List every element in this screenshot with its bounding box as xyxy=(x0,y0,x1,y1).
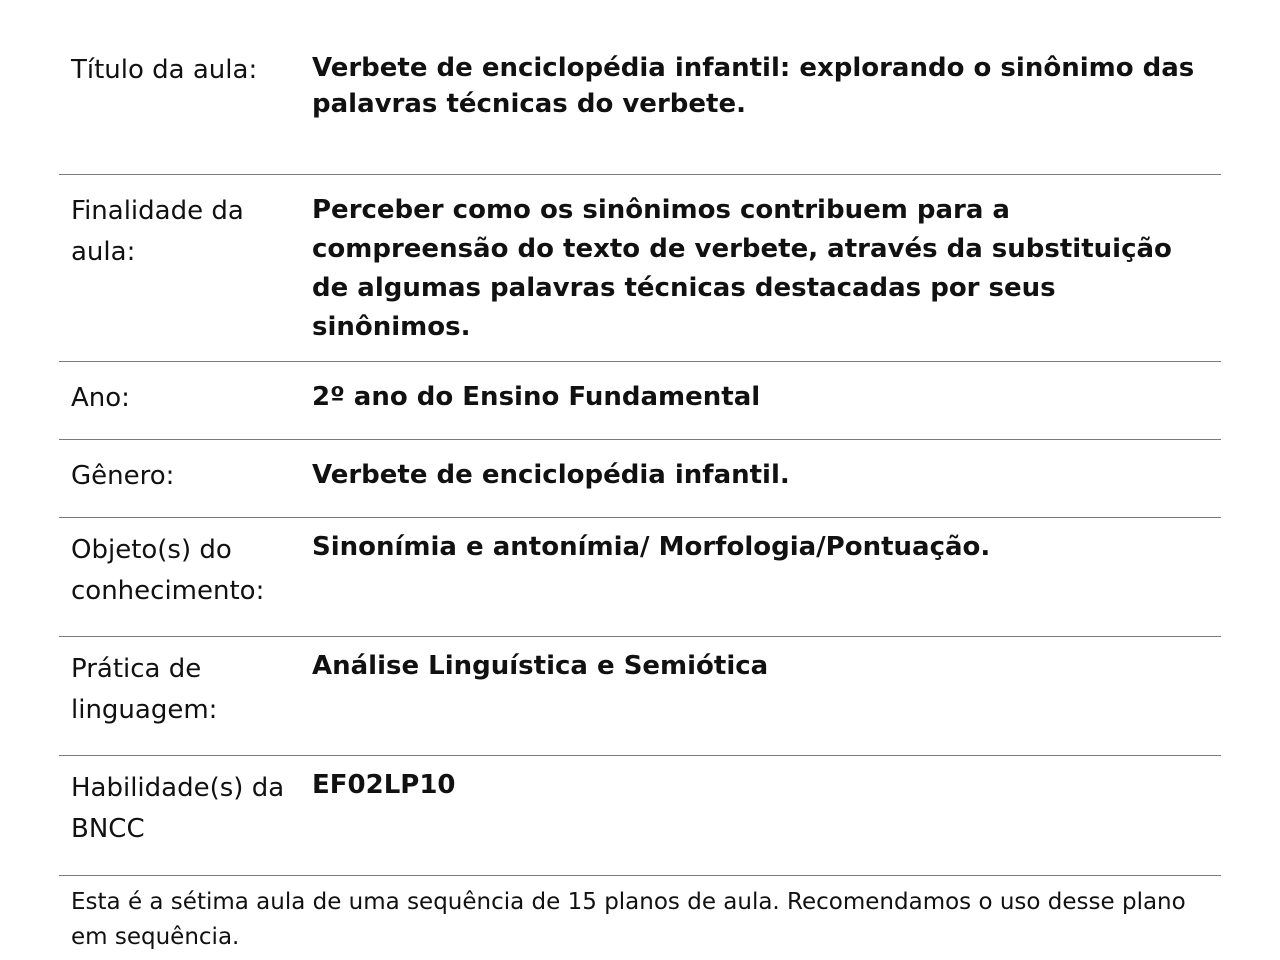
language-practice-label: Prática de linguagem: xyxy=(71,654,218,725)
purpose-value: Perceber como os sinônimos contribuem para a compreensão do texto de verbete, através da substituição de algumas palavras técnicas destacadas por seus sinônimos. xyxy=(312,195,1172,342)
knowledge-objects-value: Sinonímia e antonímia/ Morfologia/Pontuação. xyxy=(312,532,991,562)
lesson-plan-table xyxy=(59,0,1221,955)
row-genre xyxy=(59,440,1221,518)
purpose-label: Finalidade da aula: xyxy=(71,196,244,267)
row-knowledge-objects xyxy=(59,518,1221,637)
skills-label: Habilidade(s) da BNCC xyxy=(71,773,285,844)
title-label: Título da aula: xyxy=(71,55,258,85)
skills-value: EF02LP10 xyxy=(312,770,456,800)
row-language-practice xyxy=(59,637,1221,756)
year-label: Ano: xyxy=(71,383,130,413)
year-value: 2º ano do Ensino Fundamental xyxy=(312,382,761,412)
genre-label: Gênero: xyxy=(71,461,175,491)
language-practice-value: Análise Linguística e Semiótica xyxy=(312,651,769,681)
row-title xyxy=(59,0,1221,175)
title-value: Verbete de enciclopédia infantil: explorando o sinônimo das palavras técnicas do verbete. xyxy=(312,53,1195,119)
row-purpose xyxy=(59,175,1221,362)
knowledge-objects-label: Objeto(s) do conhecimento: xyxy=(71,535,265,606)
footer-note: Esta é a sétima aula de uma sequência de 15 planos de aula. Recomendamos o uso desse plano em sequência. xyxy=(71,889,1186,950)
row-year xyxy=(59,362,1221,440)
row-skills xyxy=(59,756,1221,876)
genre-value: Verbete de enciclopédia infantil. xyxy=(312,460,790,490)
